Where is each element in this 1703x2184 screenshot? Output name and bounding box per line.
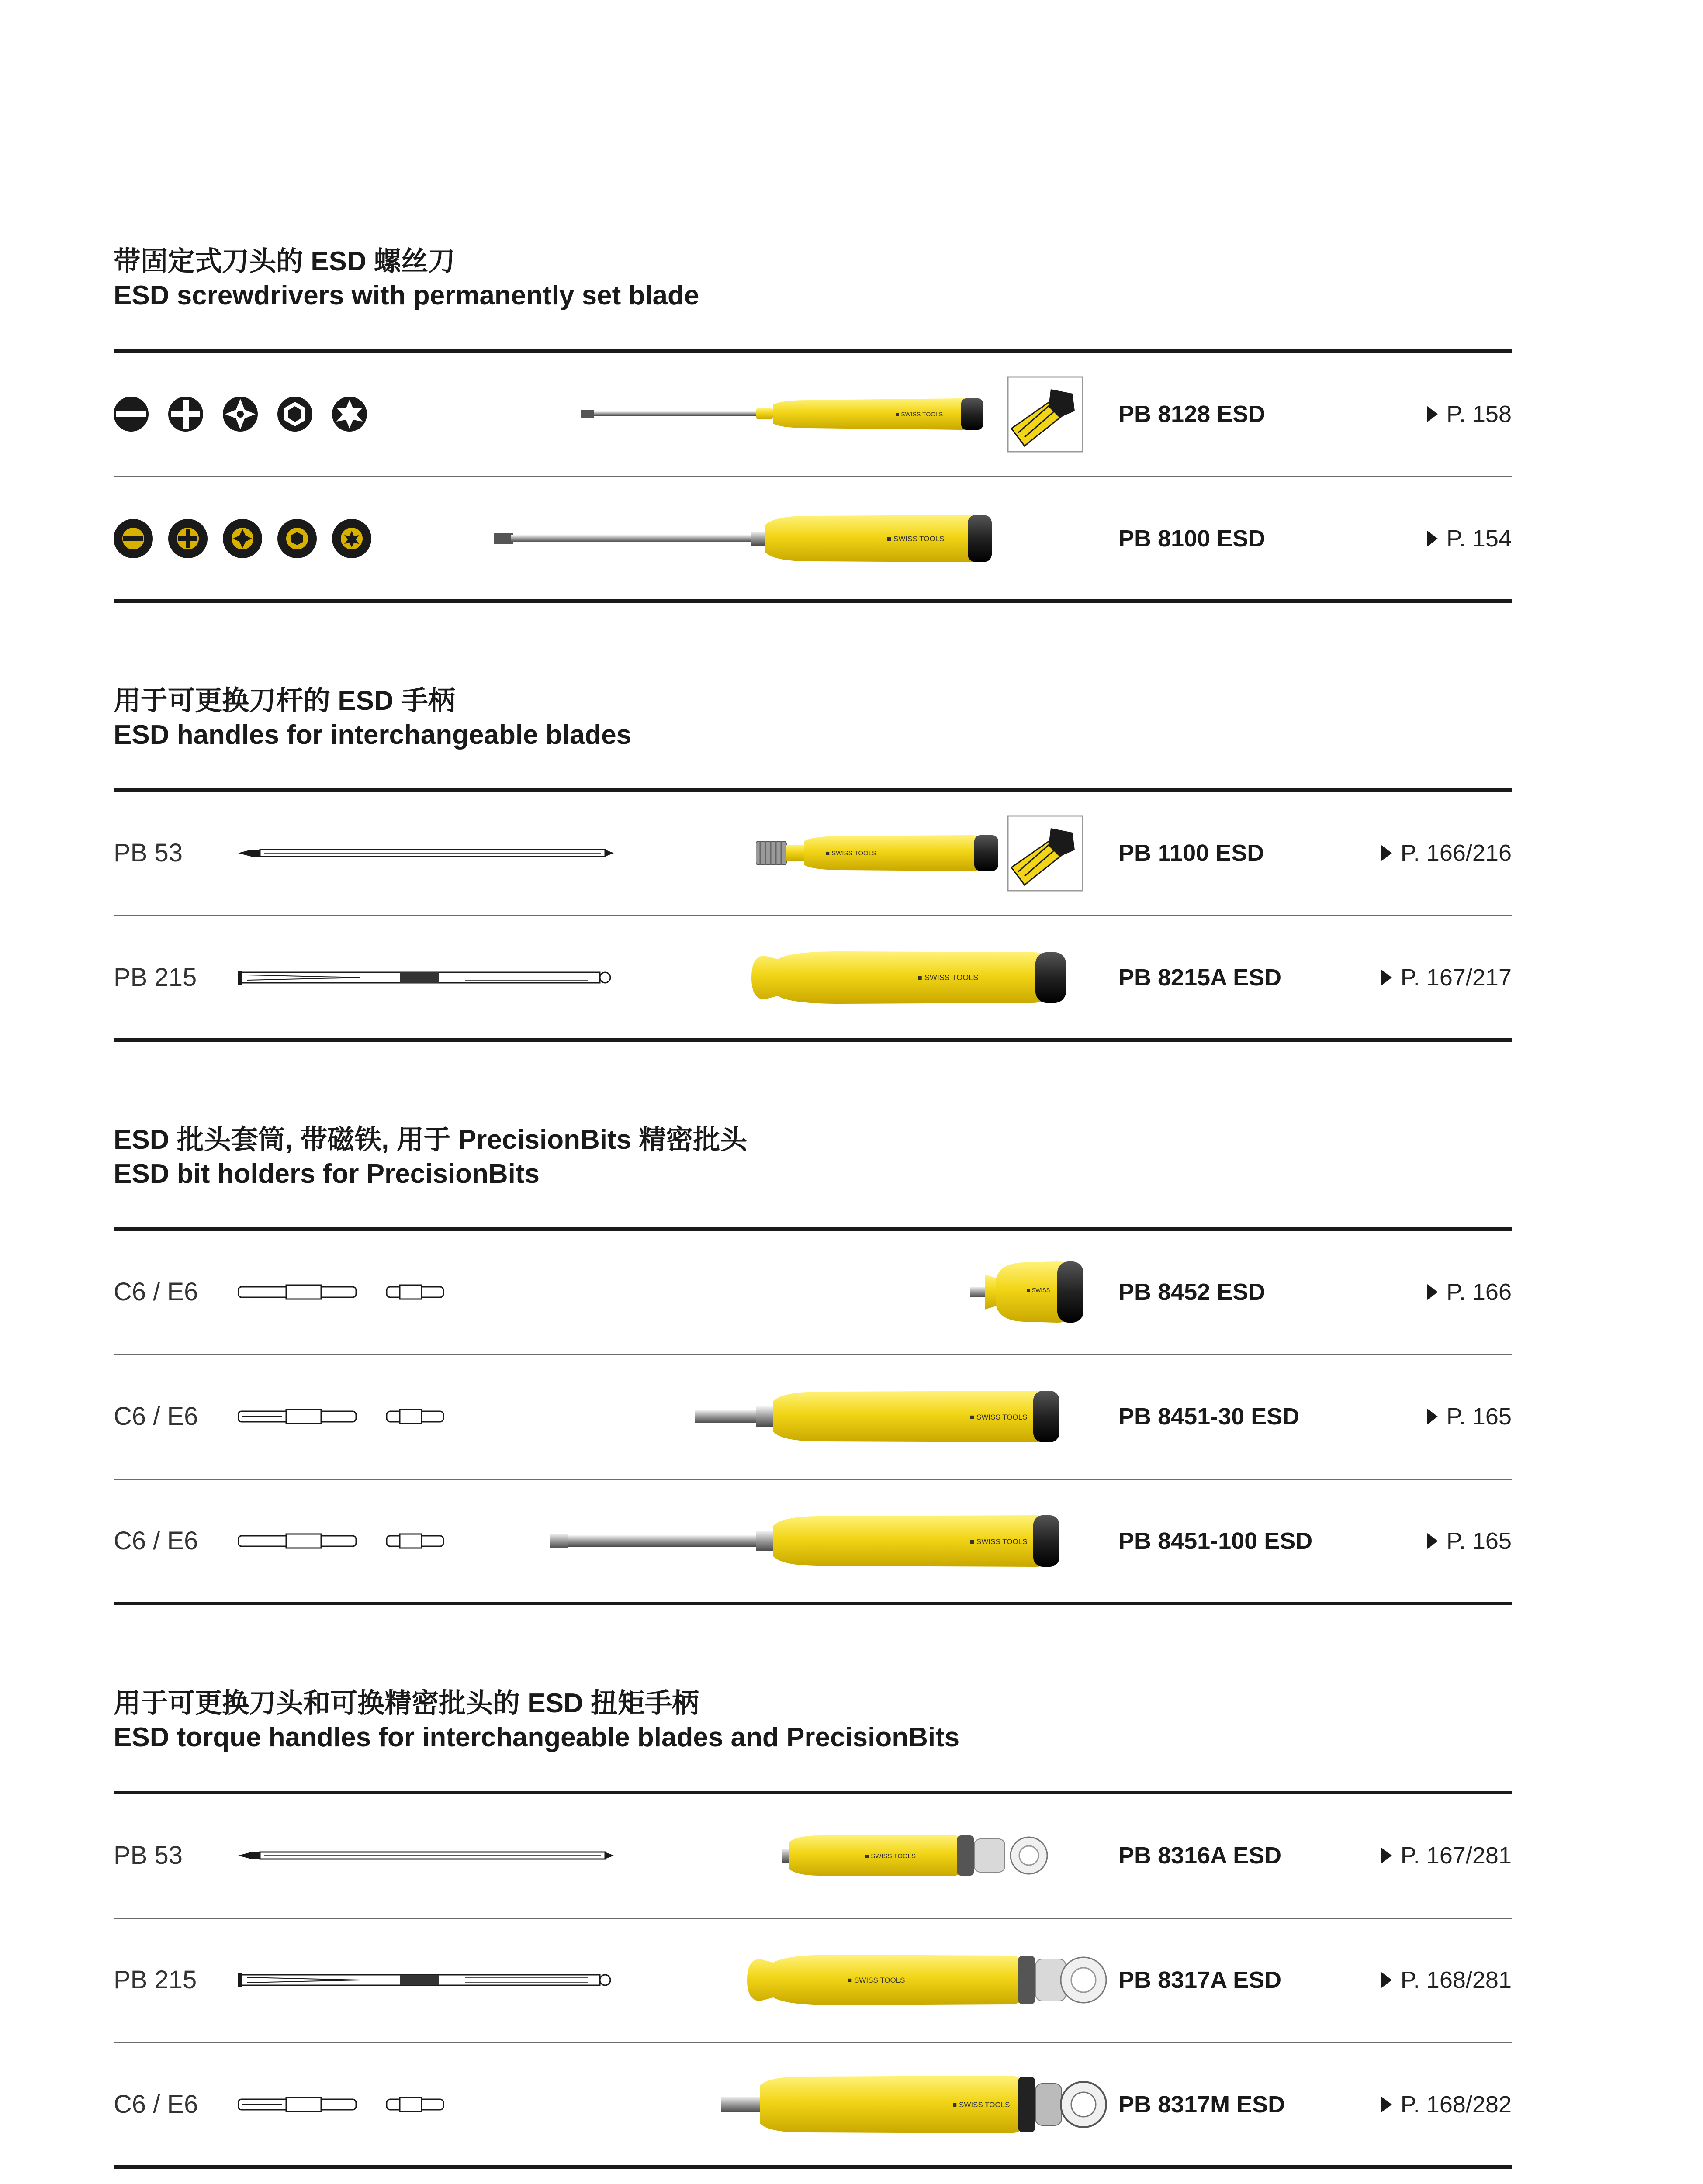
phillips-bit-icon: [168, 519, 208, 558]
phillips-icon: [168, 397, 203, 432]
product-row: [114, 477, 1512, 600]
section-title-en: ESD torque handles for interchangeable blades and PrecisionBits: [114, 1722, 960, 1752]
section-title-cn: 带固定式刀头的 ESD 螺丝刀: [114, 246, 455, 276]
svg-text:■ SWISS TOOLS: ■ SWISS TOOLS: [952, 2101, 1010, 2109]
bit-type-label: C6 / E6: [114, 1527, 198, 1555]
page-reference-text: P. 154: [1446, 525, 1512, 552]
section-rule: [114, 1038, 1512, 1042]
product-code[interactable]: PB 8452 ESD: [1118, 1279, 1266, 1305]
product-row: [114, 1480, 1512, 1602]
blade-series-label: PB 53: [114, 839, 183, 867]
ecofriendly-badge: [1007, 815, 1083, 892]
page-reference-text: P. 165: [1446, 1528, 1512, 1554]
pb215-blade-drawing: [238, 1963, 623, 1997]
page-reference-text: P. 167/217: [1400, 964, 1512, 991]
product-row: [114, 353, 1512, 475]
precision-bits-drawing: [238, 1403, 465, 1430]
tip-icons: [114, 390, 419, 438]
section-rule: [114, 788, 1512, 792]
page-reference[interactable]: [1427, 477, 1512, 600]
product-code[interactable]: PB 8316A ESD: [1118, 1842, 1282, 1869]
arrow-right-icon: [1381, 2097, 1392, 2112]
page-reference-text: P. 167/281: [1400, 1842, 1512, 1869]
svg-text:■ SWISS: ■ SWISS: [1027, 1287, 1050, 1293]
page-reference[interactable]: [1381, 916, 1512, 1039]
pb53-blade-drawing: [238, 838, 623, 868]
page-reference[interactable]: [1381, 1919, 1512, 2041]
ecofriendly-badge: [1007, 376, 1083, 453]
arrow-right-icon: [1427, 1409, 1438, 1424]
section-title-en: ESD bit holders for PrecisionBits: [114, 1159, 540, 1189]
product-code[interactable]: PB 8100 ESD: [1118, 525, 1266, 552]
arrow-right-icon: [1381, 1972, 1392, 1988]
page-reference-text: P. 158: [1446, 401, 1512, 427]
page-reference[interactable]: [1427, 1355, 1512, 1478]
bit-holder-pb8452: [852, 1257, 1088, 1327]
pozidriv-bit-icon: [223, 519, 262, 558]
page-reference[interactable]: [1427, 1231, 1512, 1353]
product-code[interactable]: PB 8128 ESD: [1118, 401, 1266, 427]
slotted-bit-icon: [114, 519, 153, 558]
product-row: [114, 2043, 1512, 2166]
bit-type-label: C6 / E6: [114, 1402, 198, 1431]
arrow-right-icon: [1381, 845, 1392, 861]
arrow-right-icon: [1381, 970, 1392, 985]
section-title-cn: 用于可更换刀头和可换精密批头的 ESD 扭矩手柄: [114, 1688, 699, 1718]
page-reference[interactable]: [1381, 1794, 1512, 1917]
product-code[interactable]: PB 8317A ESD: [1118, 1967, 1282, 1993]
hex-icon: [277, 397, 312, 432]
svg-text:■ SWISS TOOLS: ■ SWISS TOOLS: [865, 1852, 916, 1860]
svg-text:■ SWISS TOOLS: ■ SWISS TOOLS: [896, 411, 943, 418]
pb215-blade-drawing: [238, 960, 623, 995]
page-reference-text: P. 166: [1446, 1279, 1512, 1305]
precision-bits-drawing: [238, 1279, 465, 1305]
product-row: [114, 1355, 1512, 1478]
svg-text:■ SWISS TOOLS: ■ SWISS TOOLS: [887, 535, 945, 543]
section-3-title: [114, 1123, 747, 1191]
bit-icons: [114, 517, 393, 560]
section-rule: [114, 2165, 1512, 2169]
bit-holder-pb8451-100: [550, 1513, 1088, 1569]
page-reference[interactable]: [1381, 2043, 1512, 2166]
arrow-right-icon: [1381, 1848, 1392, 1863]
section-rule: [114, 599, 1512, 603]
section-rule: [114, 1227, 1512, 1231]
blade-series-label: PB 215: [114, 963, 197, 992]
product-row: [114, 1231, 1512, 1353]
section-title-cn: ESD 批头套筒, 带磁铁, 用于 PrecisionBits 精密批头: [114, 1125, 748, 1155]
pozidriv-icon: [223, 397, 258, 432]
page-reference-text: P. 168/281: [1400, 1967, 1512, 1993]
product-row: [114, 1919, 1512, 2041]
blade-series-label: PB 53: [114, 1841, 183, 1870]
torx-icon: [332, 397, 367, 432]
arrow-right-icon: [1427, 531, 1438, 546]
section-title-en: ESD handles for interchangeable blades: [114, 720, 632, 750]
torque-handle-pb8317a: [747, 1946, 1110, 2014]
bit-type-label: C6 / E6: [114, 2090, 198, 2118]
page-reference-text: P. 165: [1446, 1403, 1512, 1430]
product-row: [114, 792, 1512, 914]
slotted-icon: [114, 397, 149, 432]
handle-pb8215a: [751, 943, 1088, 1013]
page-reference[interactable]: [1427, 353, 1512, 475]
blade-series-label: PB 215: [114, 1966, 197, 1994]
precision-bits-drawing: [238, 2091, 465, 2118]
screwdriver-pb8100: [494, 512, 1088, 565]
product-code[interactable]: PB 8215A ESD: [1118, 964, 1282, 991]
product-code[interactable]: PB 8451-100 ESD: [1118, 1528, 1313, 1554]
torx-bit-icon: [332, 519, 371, 558]
section-1-title: [114, 245, 699, 313]
page-reference-text: P. 168/282: [1400, 2091, 1512, 2118]
product-row: [114, 916, 1512, 1039]
bit-type-label: C6 / E6: [114, 1278, 198, 1306]
arrow-right-icon: [1427, 1284, 1438, 1300]
svg-text:■ SWISS TOOLS: ■ SWISS TOOLS: [970, 1538, 1028, 1546]
section-2-title: [114, 684, 631, 752]
pb53-blade-drawing: [238, 1840, 623, 1871]
arrow-right-icon: [1427, 406, 1438, 422]
page-reference-text: P. 166/216: [1400, 840, 1512, 866]
product-row: [114, 1794, 1512, 1917]
product-code[interactable]: PB 8317M ESD: [1118, 2091, 1285, 2118]
bit-holder-pb8451-30: [695, 1388, 1088, 1445]
section-4-title: [114, 1686, 959, 1755]
section-rule: [114, 1602, 1512, 1605]
arrow-right-icon: [1427, 1533, 1438, 1549]
svg-text:■ SWISS TOOLS: ■ SWISS TOOLS: [917, 973, 979, 982]
section-title-en: ESD screwdrivers with permanently set blade: [114, 280, 699, 311]
svg-text:■ SWISS TOOLS: ■ SWISS TOOLS: [848, 1976, 905, 1984]
product-code[interactable]: PB 1100 ESD: [1118, 840, 1264, 866]
page-reference[interactable]: [1427, 1480, 1512, 1602]
page-reference[interactable]: [1381, 792, 1512, 914]
svg-text:■ SWISS TOOLS: ■ SWISS TOOLS: [826, 850, 877, 857]
section-title-cn: 用于可更换刀杆的 ESD 手柄: [114, 686, 455, 716]
precision-bits-drawing: [238, 1528, 465, 1554]
section-rule: [114, 1791, 1512, 1794]
hex-bit-icon: [277, 519, 317, 558]
svg-text:■ SWISS TOOLS: ■ SWISS TOOLS: [970, 1413, 1028, 1421]
torque-handle-pb8317m: [721, 2070, 1110, 2139]
product-code[interactable]: PB 8451-30 ESD: [1118, 1403, 1300, 1430]
section-rule: [114, 349, 1512, 353]
torque-handle-pb8316a: [782, 1829, 1132, 1882]
